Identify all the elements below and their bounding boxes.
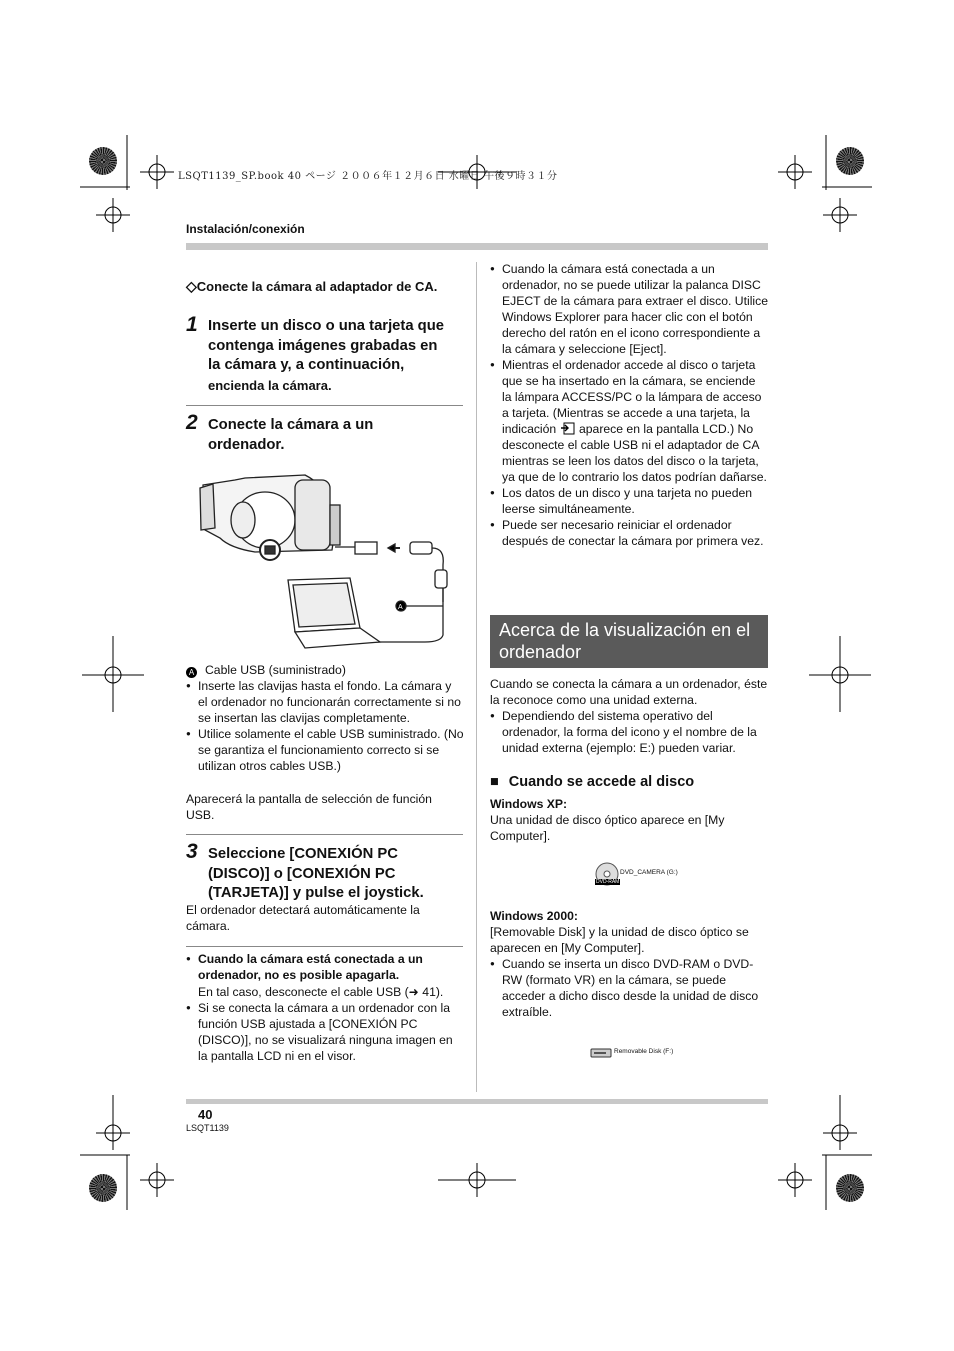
prerequisite: ◇Conecte la cámara al adaptador de CA. [186, 278, 438, 294]
list-item: ● Mientras el ordenador accede al disco o tarjeta que se ha insertado en la cámara, se enciende la lámpara ACCESS/PC o la lámpara de acceso a tarjeta. (Mientras se accede a una tarjeta, la indicación aparece en la pantalla LCD.) No desconecte el cable USB ni el adaptador de CA mientras se leen los datos del disco o la tarjeta, ya que de lo contrario los datos podrían dañarse. [490, 357, 768, 485]
step-3-number: 3 [186, 840, 198, 863]
step-1-text: Inserte un disco o una tarjeta que contenga imágenes grabadas en la cámara y, a continuación, encienda la cámara. [208, 318, 444, 393]
divider [186, 834, 463, 835]
list-item: ● Cuando la cámara está conectada a un ordenador, no se puede utilizar la palanca DISC EJECT de la cámara para extraer el disco. Utilice Windows Explorer para hacer clic con el botón derecho del ratón en el icono correspondiente a la cámara y seleccione [Eject]. [490, 261, 768, 357]
notes-list [186, 951, 464, 1064]
removable-disk-label: Removable Disk (F:) [614, 1048, 674, 1055]
list-item: ● Cuando se inserta un disco DVD-RAM o DVD-RW (formato VR) en la cámara, se puede acceder a dicho disco desde la unidad de disco extraíble. [490, 956, 768, 1020]
label-a-icon: A [186, 667, 197, 678]
footer-rule [186, 1099, 768, 1104]
divider [186, 405, 463, 406]
card-access-icon [560, 422, 576, 434]
section-heading: Acerca de la visualización en el ordenador [490, 615, 768, 668]
file-info: LSQT1139_SP.book 40 ページ ２００６年１２月６日 水曜日 午後９時３１分 [178, 171, 558, 182]
windows-2000-block: Windows 2000: [Removable Disk] y la unidad de disco óptico se aparecen en [My Computer]. ● Cuando se inserta un disco DVD-RAM o DVD-RW (formato VR) en la cámara, se puede acceder a dicho disco desde la unidad de disco extraíble. [490, 908, 768, 1020]
usb-selection-note: Aparecerá la pantalla de selección de función USB. [186, 792, 432, 822]
intro-block: Cuando se conecta la cámara a un ordenador, éste la reconoce como una unidad externa. ● Dependiendo del sistema operativo del ordenador, la forma del icono y el nombre de la unidad externa (ejemplo: E:) pueden variar. [490, 676, 768, 756]
label-a-marker: A [398, 604, 403, 611]
bullet-list [186, 678, 464, 774]
list-item: ● Los datos de un disco y una tarjeta no pueden leerse simultáneamente. [490, 485, 768, 517]
step-2-text: Conecte la cámara a un ordenador. [208, 417, 374, 453]
bullet-list [490, 261, 768, 549]
page-number: 40 [198, 1107, 213, 1122]
dvd-drive-icon: DVD-RAM [595, 862, 621, 893]
list-item: ● Puede ser necesario reiniciar el ordenador después de conectar la cámara por primera vez. [490, 517, 768, 549]
column-divider [476, 262, 477, 1092]
dvd-drive-label: DVD_CAMERA (G:) [620, 869, 678, 876]
camera-connection-illustration [195, 470, 455, 660]
list-item: ● Inserte las clavijas hasta el fondo. La cámara y el ordenador no funcionarán correctamente si no se insertan las clavijas completamente. [186, 678, 464, 726]
section-title: Instalación/conexión [186, 222, 305, 236]
step-1-number: 1 [186, 313, 198, 336]
subheading: ■ Cuando se accede al disco [490, 774, 695, 790]
list-item: ● Dependiendo del sistema operativo del ordenador, la forma del icono y el nombre de la unidad externa (ejemplo: E:) pueden variar. [490, 708, 768, 756]
removable-disk-icon [590, 1046, 612, 1064]
step-3-text: Seleccione [CONEXIÓN PC (DISCO)] o [CONEXIÓN PC (TARJETA)] y pulse el joystick. [208, 846, 424, 901]
document-code: LSQT1139 [186, 1123, 229, 1133]
divider [186, 946, 463, 947]
header-rule [186, 243, 768, 250]
step-3-description: El ordenador detectará automáticamente la cámara. [186, 903, 420, 933]
list-item: ● Cuando la cámara está conectada a un ordenador, no es posible apagarla. En tal caso, desconecte el cable USB (➜ 41). [186, 951, 464, 1000]
list-item: ● Si se conecta la cámara a un ordenador con la función USB ajustada a [CONEXIÓN PC (DISCO)], no se visualizará ninguna imagen en la pantalla LCD ni en el visor. [186, 1000, 464, 1064]
step-2-number: 2 [186, 411, 198, 434]
cable-caption: A Cable USB (suministrado) [186, 662, 466, 678]
list-item: ● Utilice solamente el cable USB suministrado. (No se garantiza el funcionamiento correcto si se utilizan otros cables USB.) [186, 726, 464, 774]
windows-xp-block: Windows XP: Una unidad de disco óptico aparece en [My Computer]. [490, 797, 725, 843]
